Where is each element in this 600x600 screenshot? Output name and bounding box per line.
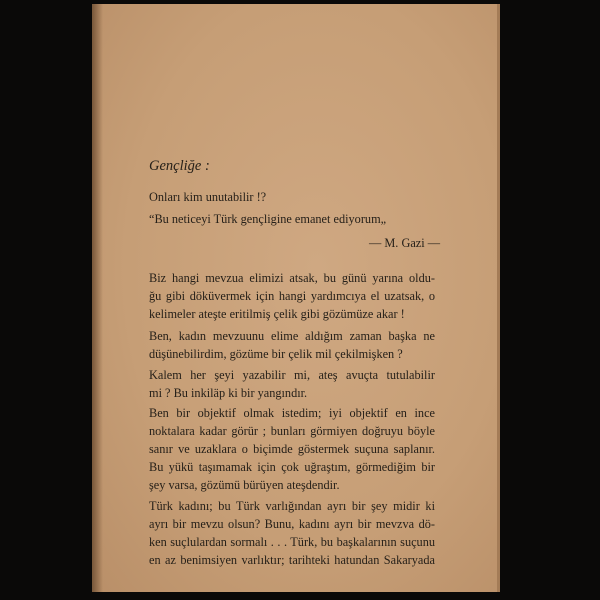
body-line: mi ? Bu inkiläp ki bir yangındır.: [149, 386, 308, 400]
body-line: düşünebilirdim, gözüme bir çelik mil çekilmişken ?: [149, 347, 403, 361]
epigraph-line-2: “Bu neticeyi Türk gençligine emanet ediyorum„: [149, 212, 387, 226]
body-line: ayrı bir mevzu olsun? Bunu, kadını ayrı bir mevzva dö-: [149, 517, 435, 531]
body-line: noktalara kadar görür ; bunları görmiyen doğruyu böyle: [149, 424, 435, 438]
body-line: Ben bir objektif olmak istedim; iyi objektif en ince: [149, 406, 435, 420]
body-line: şey varsa, gözümü bürüyen ateşdendir.: [149, 478, 340, 492]
page-edge: [497, 4, 500, 592]
body-line: kelimeler ateşte eritilmiş çelik gibi gözümüze akar !: [149, 307, 405, 321]
body-line: Biz hangi mevzua elimizi atsak, bu günü yarına oldu-: [149, 271, 435, 285]
body-line: en az benimsiyen varlıktır; tarihteki hatundan Sakaryada: [149, 553, 435, 567]
body-line: ken suçlulardan sormalı . . . Türk, bu başkalarının suçunu: [149, 535, 435, 549]
epigraph-signature: — M. Gazi —: [369, 236, 441, 250]
body-line: ğu gibi döküvermek için hangi yardımcıya el uzatsak, o: [149, 289, 435, 303]
body-line: Türk kadını; bu Türk varlığından ayrı bir şey midir ki: [149, 499, 435, 513]
book-page: [92, 4, 500, 592]
body-line: Ben, kadın mevzuunu elime aldığım zaman başka ne: [149, 329, 435, 343]
page-spine-shadow: [93, 4, 103, 592]
body-line: sanır ve uzaklara o biçimde göstermek suçuna saplanır.: [149, 442, 435, 456]
body-line: Bu yükü taşımamak için çok uğraştım, görmediğim bir: [149, 460, 435, 474]
body-line: Kalem her şeyi yazabilir mi, ateş avuçta tutulabilir: [149, 368, 435, 382]
chapter-heading: Gençliğe :: [149, 158, 210, 174]
epigraph-line-1: Onları kim unutabilir !?: [149, 190, 267, 204]
